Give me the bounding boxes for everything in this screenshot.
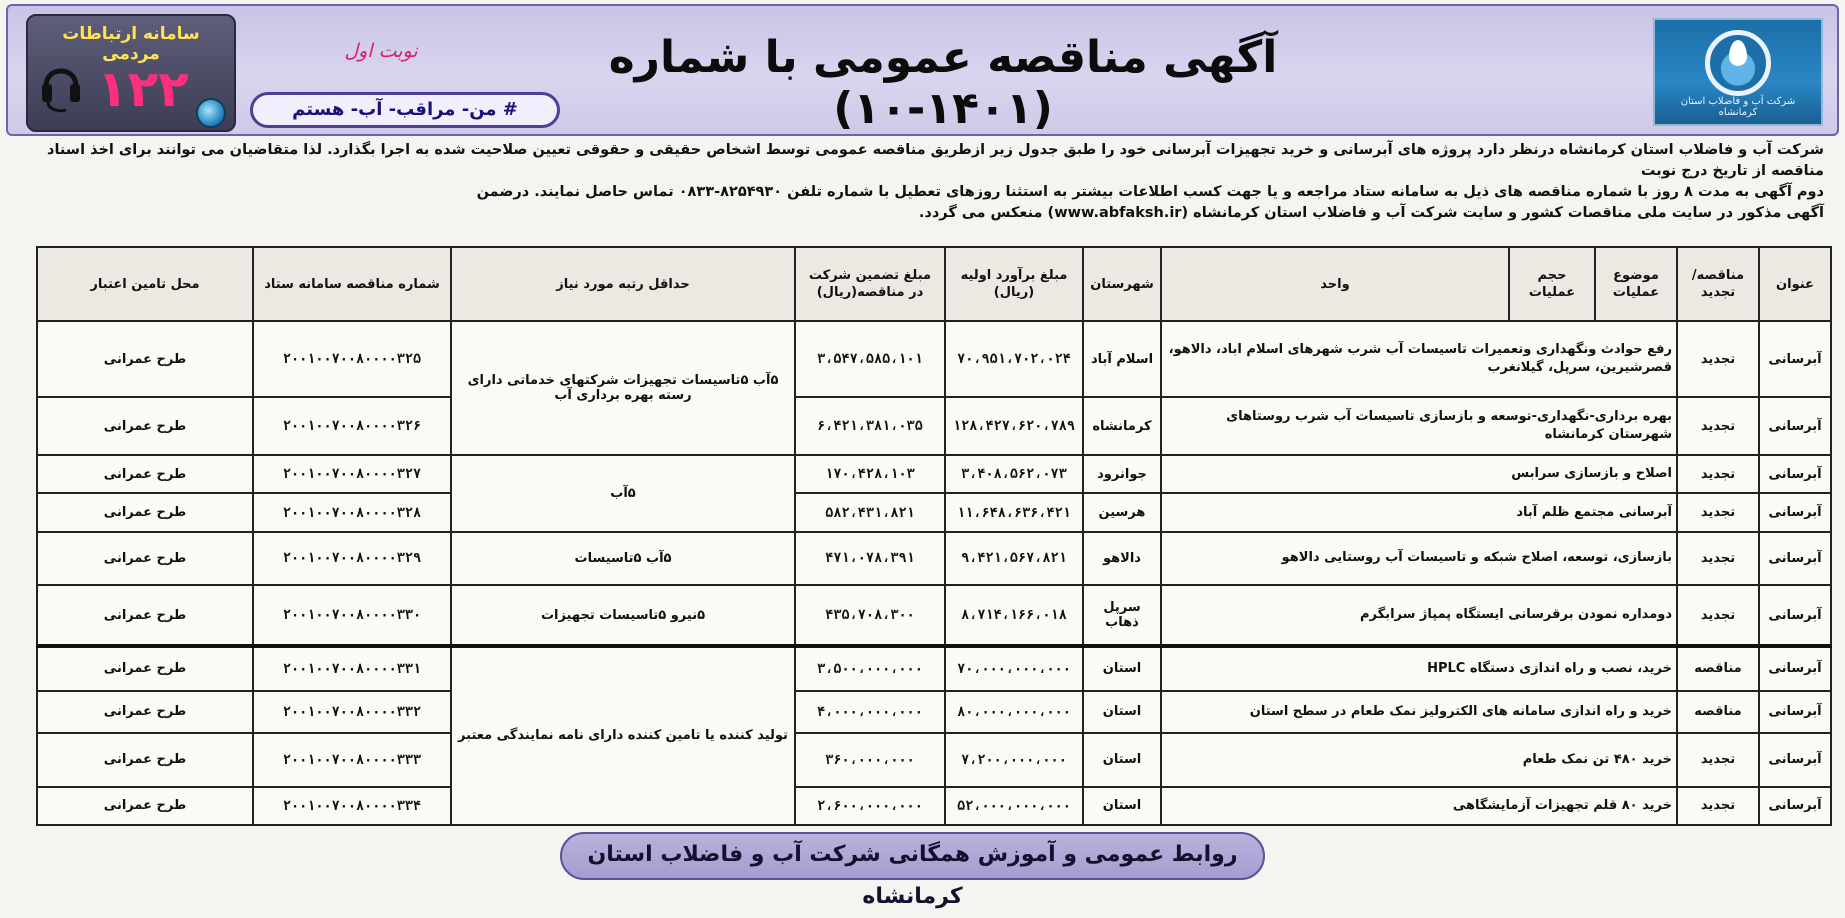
cell-unit: بهره برداری-نگهداری-توسعه و بازسازی تاسیسات آب شرب روستاهای شهرستان کرمانشاه bbox=[1161, 397, 1677, 455]
cell-setad: ۲۰۰۱۰۰۷۰۰۸۰۰۰۰۳۲۵ bbox=[253, 321, 451, 397]
cell-funding: طرح عمرانی bbox=[37, 455, 253, 493]
cell-funding: طرح عمرانی bbox=[37, 585, 253, 645]
cell-guarantee: ۳۶۰،۰۰۰،۰۰۰ bbox=[795, 733, 945, 787]
cell-tender: مناقصه bbox=[1677, 646, 1759, 691]
col-subject: موضوع عملیات bbox=[1595, 247, 1677, 321]
intro-paragraph bbox=[24, 140, 1824, 226]
intro-line-3: آگهی مذکور در سایت ملی مناقصات کشور و سایت شرکت آب و فاضلاب استان کرمانشاه (www.abfaksh.ir) منعکس می گردد. bbox=[918, 205, 1824, 221]
intro-line-2: دوم آگهی به مدت ۸ روز با شماره مناقصه های ذیل به سامانه ستاد مراجعه و یا جهت کسب اطلاعات بیشتر به استثنا روزهای تعطیل با شماره تلفن ۸۲۵۴۹۳۰-۰۸۳۳ تماس حاصل نمایند. درضمن bbox=[476, 184, 1824, 200]
cell-city: استان bbox=[1083, 691, 1161, 734]
cell-unit: خرید ۸۰ قلم تجهیزات آزمایشگاهی bbox=[1161, 787, 1677, 825]
hashtag-slogan: # من- مراقب- آب- هستم bbox=[250, 92, 560, 128]
cell-unit: دومداره نمودن برقرسانی ایستگاه پمپاژ سرابگرم bbox=[1161, 585, 1677, 645]
cell-estimate: ۱۲۸،۴۲۷،۶۲۰،۷۸۹ bbox=[945, 397, 1083, 455]
col-funding: محل تامین اعتبار bbox=[37, 247, 253, 321]
table-row bbox=[37, 787, 1831, 825]
cell-estimate: ۷،۲۰۰،۰۰۰،۰۰۰ bbox=[945, 733, 1083, 787]
turn-label: نوبت اول bbox=[344, 40, 418, 62]
cell-setad: ۲۰۰۱۰۰۷۰۰۸۰۰۰۰۳۲۷ bbox=[253, 455, 451, 493]
cell-estimate: ۸۰،۰۰۰،۰۰۰،۰۰۰ bbox=[945, 691, 1083, 734]
cell-unit: خرید، نصب و راه اندازی دستگاه HPLC bbox=[1161, 646, 1677, 691]
cell-funding: طرح عمرانی bbox=[37, 646, 253, 691]
cell-title: آبرسانی bbox=[1759, 455, 1831, 493]
cell-grade: ۵آب bbox=[451, 455, 795, 531]
cell-guarantee: ۳،۵۴۷،۵۸۵،۱۰۱ bbox=[795, 321, 945, 397]
cell-unit: رفع حوادث ونگهداری وتعمیرات تاسیسات آب شرب شهرهای اسلام اباد، دالاهو، قصرشیرین، سرپل، گیلانغرب bbox=[1161, 321, 1677, 397]
table-row bbox=[37, 733, 1831, 787]
cell-unit: خرید ۴۸۰ تن نمک طعام bbox=[1161, 733, 1677, 787]
cell-title: آبرسانی bbox=[1759, 532, 1831, 586]
cell-tender: تجدید bbox=[1677, 455, 1759, 493]
cell-guarantee: ۴۷۱،۰۷۸،۳۹۱ bbox=[795, 532, 945, 586]
cell-guarantee: ۲،۶۰۰،۰۰۰،۰۰۰ bbox=[795, 787, 945, 825]
logo-caption: شرکت آب و فاضلاب استان کرمانشاه bbox=[1680, 96, 1796, 118]
col-tender: مناقصه/ تجدید bbox=[1677, 247, 1759, 321]
cell-guarantee: ۱۷۰،۴۲۸،۱۰۳ bbox=[795, 455, 945, 493]
col-city: شهرستان bbox=[1083, 247, 1161, 321]
cell-title: آبرسانی bbox=[1759, 691, 1831, 734]
cell-estimate: ۳،۴۰۸،۵۶۲،۰۷۳ bbox=[945, 455, 1083, 493]
cell-city: اسلام آباد bbox=[1083, 321, 1161, 397]
cell-city: استان bbox=[1083, 646, 1161, 691]
col-volume: حجم عملیات bbox=[1509, 247, 1595, 321]
cell-guarantee: ۴۳۵،۷۰۸،۳۰۰ bbox=[795, 585, 945, 645]
cell-tender: تجدید bbox=[1677, 321, 1759, 397]
cell-guarantee: ۵۸۲،۴۳۱،۸۲۱ bbox=[795, 493, 945, 531]
cell-title: آبرسانی bbox=[1759, 585, 1831, 645]
cell-funding: طرح عمرانی bbox=[37, 493, 253, 531]
cell-tender: تجدید bbox=[1677, 532, 1759, 586]
cell-city: سرپل ذهاب bbox=[1083, 585, 1161, 645]
cell-setad: ۲۰۰۱۰۰۷۰۰۸۰۰۰۰۳۳۴ bbox=[253, 787, 451, 825]
cell-city: کرمانشاه bbox=[1083, 397, 1161, 455]
cell-guarantee: ۳،۵۰۰،۰۰۰،۰۰۰ bbox=[795, 646, 945, 691]
company-logo bbox=[1653, 18, 1823, 126]
cell-estimate: ۵۲،۰۰۰،۰۰۰،۰۰۰ bbox=[945, 787, 1083, 825]
cell-estimate: ۷۰،۰۰۰،۰۰۰،۰۰۰ bbox=[945, 646, 1083, 691]
cell-title: آبرسانی bbox=[1759, 646, 1831, 691]
globe-icon bbox=[196, 98, 226, 128]
cell-setad: ۲۰۰۱۰۰۷۰۰۸۰۰۰۰۳۳۰ bbox=[253, 585, 451, 645]
col-unit: واحد bbox=[1161, 247, 1509, 321]
table-row bbox=[37, 455, 1831, 493]
hotline-number: ۱۲۲ bbox=[97, 60, 189, 118]
col-setad: شماره مناقصه سامانه ستاد bbox=[253, 247, 451, 321]
cell-grade: تولید کننده یا تامین کننده دارای نامه نمایندگی معتبر bbox=[451, 646, 795, 825]
cell-title: آبرسانی bbox=[1759, 733, 1831, 787]
intro-line-1: شرکت آب و فاضلاب استان کرمانشاه درنظر دارد پروژه های آبرسانی و خرید تجهیزات آبرسانی خود را طبق جدول زیر ازطریق مناقصه عمومی توسط اشخاص حقیقی و حقوقی تعیین صلاحیت شده به اجرا بگذارد. لذا متقاضیان می توانند برای اخذ اسناد مناقصه از تاریخ درج نوبت bbox=[47, 142, 1824, 179]
col-title: عنوان bbox=[1759, 247, 1831, 321]
table-row bbox=[37, 397, 1831, 455]
table-row bbox=[37, 493, 1831, 531]
cell-unit: آبرسانی مجتمع ظلم آباد bbox=[1161, 493, 1677, 531]
footer-banner: روابط عمومی و آموزش همگانی شرکت آب و فاضلاب استان کرمانشاه bbox=[560, 832, 1265, 880]
cell-title: آبرسانی bbox=[1759, 321, 1831, 397]
cell-city: استان bbox=[1083, 733, 1161, 787]
cell-city: دالاهو bbox=[1083, 532, 1161, 586]
cell-title: آبرسانی bbox=[1759, 493, 1831, 531]
table-header-row bbox=[37, 247, 1831, 321]
water-drop-icon bbox=[1729, 40, 1747, 66]
tender-table-wrapper bbox=[36, 246, 1828, 826]
cell-unit: بازسازی، توسعه، اصلاح شبکه و تاسیسات آب روستایی دالاهو bbox=[1161, 532, 1677, 586]
cell-unit: خرید و راه اندازی سامانه های الکترولیز نمک طعام در سطح استان bbox=[1161, 691, 1677, 734]
cell-setad: ۲۰۰۱۰۰۷۰۰۸۰۰۰۰۳۳۳ bbox=[253, 733, 451, 787]
page-title: آگهی مناقصه عمومی با شماره (۱۴۰۱-۱۰) bbox=[608, 32, 1278, 134]
cell-estimate: ۱۱،۶۴۸،۶۳۶،۴۲۱ bbox=[945, 493, 1083, 531]
cell-funding: طرح عمرانی bbox=[37, 787, 253, 825]
cell-city: هرسین bbox=[1083, 493, 1161, 531]
cell-estimate: ۸،۷۱۴،۱۶۶،۰۱۸ bbox=[945, 585, 1083, 645]
cell-setad: ۲۰۰۱۰۰۷۰۰۸۰۰۰۰۳۳۱ bbox=[253, 646, 451, 691]
cell-grade: ۵آب ۵تاسیسات تجهیزات شرکتهای خدماتی دارای رسته بهره برداری آب bbox=[451, 321, 795, 455]
table-row bbox=[37, 646, 1831, 691]
col-grade: حداقل رتبه مورد نیاز bbox=[451, 247, 795, 321]
headset-icon bbox=[40, 56, 82, 114]
cell-city: جوانرود bbox=[1083, 455, 1161, 493]
tender-table bbox=[36, 246, 1832, 826]
cell-grade: ۵نیرو ۵تاسیسات تجهیزات bbox=[451, 585, 795, 645]
cell-setad: ۲۰۰۱۰۰۷۰۰۸۰۰۰۰۳۲۸ bbox=[253, 493, 451, 531]
cell-tender: تجدید bbox=[1677, 397, 1759, 455]
cell-tender: تجدید bbox=[1677, 733, 1759, 787]
table-row bbox=[37, 321, 1831, 397]
cell-funding: طرح عمرانی bbox=[37, 733, 253, 787]
cell-guarantee: ۶،۴۲۱،۳۸۱،۰۳۵ bbox=[795, 397, 945, 455]
cell-setad: ۲۰۰۱۰۰۷۰۰۸۰۰۰۰۳۲۹ bbox=[253, 532, 451, 586]
cell-tender: مناقصه bbox=[1677, 691, 1759, 734]
cell-tender: تجدید bbox=[1677, 493, 1759, 531]
citizen-hotline-box bbox=[26, 14, 236, 132]
cell-title: آبرسانی bbox=[1759, 397, 1831, 455]
cell-funding: طرح عمرانی bbox=[37, 691, 253, 734]
cell-grade: ۵آب ۵تاسیسات bbox=[451, 532, 795, 586]
cell-funding: طرح عمرانی bbox=[37, 321, 253, 397]
cell-tender: تجدید bbox=[1677, 787, 1759, 825]
table-row bbox=[37, 691, 1831, 734]
col-estimate: مبلغ برآورد اولیه (ریال) bbox=[945, 247, 1083, 321]
cell-unit: اصلاح و بازسازی سرابس bbox=[1161, 455, 1677, 493]
cell-estimate: ۷۰،۹۵۱،۷۰۲،۰۲۴ bbox=[945, 321, 1083, 397]
cell-estimate: ۹،۴۲۱،۵۶۷،۸۲۱ bbox=[945, 532, 1083, 586]
cell-city: استان bbox=[1083, 787, 1161, 825]
hotline-title: سامانه ارتباطات مردمی bbox=[62, 24, 200, 64]
col-guarantee: مبلغ تضمین شرکت در مناقصه(ریال) bbox=[795, 247, 945, 321]
table-row bbox=[37, 532, 1831, 586]
cell-setad: ۲۰۰۱۰۰۷۰۰۸۰۰۰۰۳۲۶ bbox=[253, 397, 451, 455]
cell-tender: تجدید bbox=[1677, 585, 1759, 645]
cell-funding: طرح عمرانی bbox=[37, 397, 253, 455]
cell-guarantee: ۴،۰۰۰،۰۰۰،۰۰۰ bbox=[795, 691, 945, 734]
cell-title: آبرسانی bbox=[1759, 787, 1831, 825]
table-row bbox=[37, 585, 1831, 645]
cell-funding: طرح عمرانی bbox=[37, 532, 253, 586]
cell-setad: ۲۰۰۱۰۰۷۰۰۸۰۰۰۰۳۳۲ bbox=[253, 691, 451, 734]
header-band bbox=[6, 4, 1839, 136]
